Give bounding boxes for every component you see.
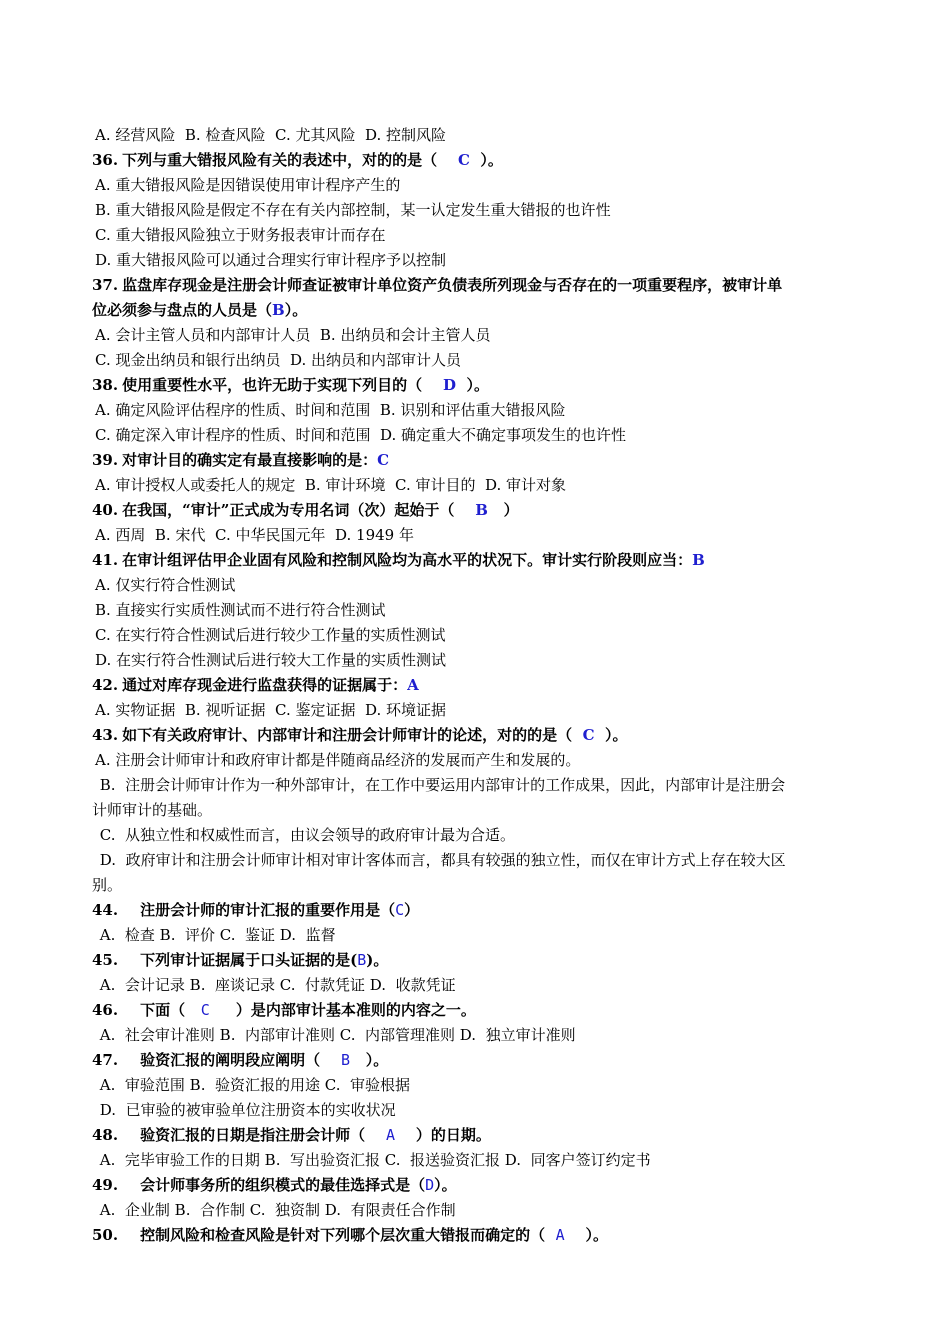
question-text: 对审计目的确实定有最直接影响的是： bbox=[122, 451, 378, 469]
question-text: 下列审计证据属于口头证据的是( bbox=[140, 951, 358, 969]
question-line bbox=[92, 298, 870, 323]
question-text: 如下有关政府审计、内部审计和注册会计师审计的论述，对的的是（ bbox=[122, 726, 583, 744]
option-line: C. 确定深入审计程序的性质、时间和范围 D. 确定重大不确定事项发生的也许性 bbox=[95, 426, 627, 444]
question-line bbox=[92, 998, 870, 1023]
question-line bbox=[92, 548, 870, 573]
option-line: A. 审验范围 B. 验资汇报的用途 C. 审验根据 bbox=[95, 1076, 411, 1094]
option-line: A. 西周 B. 宋代 C. 中华民国元年 D. 1949 年 bbox=[95, 526, 414, 544]
question-text-end: ）。 bbox=[434, 1176, 457, 1194]
answer-letter: B bbox=[357, 951, 367, 969]
question-number: 47. bbox=[92, 1051, 119, 1069]
answer-letter: C bbox=[582, 726, 595, 744]
question-line bbox=[92, 1048, 870, 1073]
option-line: A. 注册会计师审计和政府审计都是伴随商品经济的发展而产生和发展的。 bbox=[95, 751, 581, 769]
option-line: D. 重大错报风险可以通过合理实行审计程序予以控制 bbox=[95, 251, 447, 269]
question-text: 在审计组评估甲企业固有风险和控制风险均为高水平的状况下。审计实行阶段则应当： bbox=[122, 551, 693, 569]
option-line: D. 在实行符合性测试后进行较大工作量的实质性测试 bbox=[95, 651, 447, 669]
question-number: 36. bbox=[92, 151, 119, 169]
question-line bbox=[92, 498, 870, 523]
option-line: A. 企业制 B. 合作制 C. 独资制 D. 有限责任合作制 bbox=[95, 1201, 456, 1219]
option-line: B. 重大错报风险是假定不存在有关内部控制，某一认定发生重大错报的也许性 bbox=[95, 201, 611, 219]
option-line: A. 重大错报风险是因错误使用审计程序产生的 bbox=[95, 176, 401, 194]
question-text-end: ） bbox=[404, 901, 420, 919]
question-text-end: ） bbox=[487, 501, 519, 519]
option-line: A. 确定风险评估程序的性质、时间和范围 B. 识别和评估重大错报风险 bbox=[95, 401, 566, 419]
question-text-end: ）。 bbox=[594, 726, 628, 744]
question-text: 位必须参与盘点的人员是（ bbox=[92, 301, 273, 319]
option-line: A. 会计记录 B. 座谈记录 C. 付款凭证 D. 收款凭证 bbox=[95, 976, 456, 994]
question-line bbox=[92, 673, 870, 698]
option-line: C. 重大错报风险独立于财务报表审计而存在 bbox=[95, 226, 386, 244]
question-text: 控制风险和检查风险是针对下列哪个层次重大错报而确定的（ bbox=[140, 1226, 556, 1244]
option-line: A. 实物证据 B. 视听证据 C. 鉴定证据 D. 环境证据 bbox=[95, 701, 447, 719]
question-text: 在我国，“审计”正式成为专用名词（次）起始于（ bbox=[122, 501, 476, 519]
question-line bbox=[92, 448, 870, 473]
question-text: 验资汇报的阐明段应阐明（ bbox=[140, 1051, 341, 1069]
question-line bbox=[92, 148, 870, 173]
option-line: A. 审计授权人或委托人的规定 B. 审计环境 C. 审计目的 D. 审计对象 bbox=[95, 476, 567, 494]
question-text-end: ）的日期。 bbox=[395, 1126, 491, 1144]
question-line bbox=[92, 898, 870, 923]
answer-letter: B bbox=[272, 301, 285, 319]
answer-letter: B bbox=[692, 551, 705, 569]
answer-letter: A bbox=[386, 1126, 396, 1144]
question-text: 使用重要性水平，也许无助于实现下列目的（ bbox=[122, 376, 444, 394]
question-number: 48. bbox=[92, 1126, 119, 1144]
option-line: A. 经营风险 B. 检查风险 C. 尤其风险 D. 控制风险 bbox=[95, 126, 447, 144]
option-line: B. 直接实行实质性测试而不进行符合性测试 bbox=[95, 601, 386, 619]
question-text: 通过对库存现金进行监盘获得的证据属于： bbox=[122, 676, 408, 694]
question-text: 监盘库存现金是注册会计师查证被审计单位资产负债表所列现金与否存在的一项重要程序，被审计单 bbox=[122, 276, 783, 294]
option-line: A. 完毕审验工作的日期 B. 写出验资汇报 C. 报送验资汇报 D. 同客户签订约定书 bbox=[95, 1151, 651, 1169]
option-line: D. 已审验的被审验单位注册资本的实收状况 bbox=[95, 1101, 396, 1119]
question-text-end: ）是内部审计基本准则的内容之一。 bbox=[209, 1001, 476, 1019]
answer-letter: C bbox=[377, 451, 390, 469]
option-line: A. 仅实行符合性测试 bbox=[95, 576, 236, 594]
question-line bbox=[92, 373, 870, 398]
option-line: B. 注册会计师审计作为一种外部审计，在工作中要运用内部审计的工作成果，因此，内部审计是注册会 bbox=[95, 776, 786, 794]
question-line bbox=[92, 1123, 870, 1148]
question-text-end: ）。 bbox=[350, 1051, 389, 1069]
question-text: 注册会计师的审计汇报的重要作用是（ bbox=[140, 901, 396, 919]
question-line bbox=[92, 98, 870, 123]
option-line: A. 会计主管人员和内部审计人员 B. 出纳员和会计主管人员 bbox=[95, 326, 491, 344]
option-line: A. 检查 B. 评价 C. 鉴证 D. 监督 bbox=[95, 926, 336, 944]
answer-letter: C bbox=[395, 901, 405, 919]
question-number: 44. bbox=[92, 901, 119, 919]
question-number: 46. bbox=[92, 1001, 119, 1019]
question-number: 39. bbox=[92, 451, 119, 469]
option-line: C. 在实行符合性测试后进行较少工作量的实质性测试 bbox=[95, 626, 446, 644]
option-line: C. 从独立性和权威性而言，由议会领导的政府审计最为合适。 bbox=[95, 826, 516, 844]
answer-letter: D bbox=[425, 1176, 435, 1194]
question-number: 40. bbox=[92, 501, 119, 519]
question-line bbox=[92, 948, 870, 973]
question-text: 验资汇报的日期是指注册会计师（ bbox=[140, 1126, 386, 1144]
answer-letter: D bbox=[443, 376, 457, 394]
option-line: D. 政府审计和注册会计师审计相对审计客体而言，都具有较强的独立性，而仅在审计方式上存在较大区 bbox=[95, 851, 786, 869]
question-number: 43. bbox=[92, 726, 119, 744]
question-text: 会计师事务所的组织模式的最佳选择式是（ bbox=[140, 1176, 426, 1194]
answer-letter: A bbox=[407, 676, 419, 694]
question-number: 49. bbox=[92, 1176, 119, 1194]
question-number: 45. bbox=[92, 951, 119, 969]
answer-letter: C bbox=[200, 1001, 210, 1019]
question-text-end: )。 bbox=[366, 951, 389, 969]
continuation-line: 别。 bbox=[92, 876, 123, 894]
answer-letter: B bbox=[341, 1051, 351, 1069]
question-line bbox=[92, 723, 870, 748]
answer-letter: A bbox=[555, 1226, 565, 1244]
question-line bbox=[92, 273, 870, 298]
question-text: 下列与重大错报风险有关的表述中，对的的是（ bbox=[122, 151, 459, 169]
question-text-end: ）。 bbox=[456, 376, 489, 394]
continuation-line: 计师审计的基础。 bbox=[92, 801, 213, 819]
option-line: C. 现金出纳员和银行出纳员 D. 出纳员和内部审计人员 bbox=[95, 351, 462, 369]
question-number: 42. bbox=[92, 676, 119, 694]
question-number: 37. bbox=[92, 276, 119, 294]
answer-letter: C bbox=[458, 151, 470, 169]
question-number: 50. bbox=[92, 1226, 119, 1244]
question-text-end: ）。 bbox=[284, 301, 308, 319]
question-text-end: ）。 bbox=[469, 151, 503, 169]
question-number: 41. bbox=[92, 551, 119, 569]
question-line bbox=[92, 1223, 870, 1248]
option-line: A. 社会审计准则 B. 内部审计准则 C. 内部管理准则 D. 独立审计准则 bbox=[95, 1026, 576, 1044]
question-text: 下面（ bbox=[140, 1001, 201, 1019]
question-line bbox=[92, 1173, 870, 1198]
question-text-end: ）。 bbox=[564, 1226, 608, 1244]
answer-letter: B bbox=[475, 501, 488, 519]
question-number: 38. bbox=[92, 376, 119, 394]
